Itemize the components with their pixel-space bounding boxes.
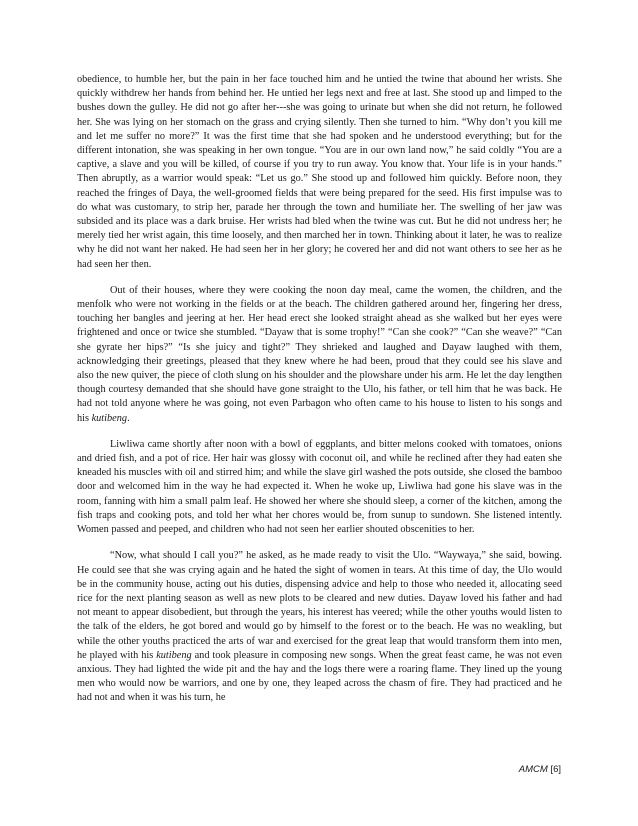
paragraph-3-text: Liwliwa came shortly after noon with a bowl of eggplants, and bitter melons cooked with tomatoes, onions and dried fish, and a pot of rice. Her hair was glossy with coconut oil, and while he reclined after they had eaten she kneaded his muscles with oil and stirred him; and while the slave girl washed the pots outside, she closed the bamboo door and welcomed him in the way he had expected it. When he woke up, Liwliwa had gone his slave was in the room, fanning with him a small palm leaf. He showed her where she should sleep, a corner of the kitchen, among the fish traps and cooking pots, and told her what her chores would be, from sunup to sundown. She listened intently. Women passed and peeped, and children who had not seen her earlier shouted obscenities to her.	[77, 438, 562, 536]
paragraph-1-text: obedience, to humble her, but the pain in her face touched him and he untied the twine that abound her wrists. She quickly withdrew her hands from behind her. He untied her legs next and free at last. She stood up and limped to the bushes down the gulley. He did not go after her---she was going to urinate but when she did not return, he followed her. She was lying on her stomach on the grass and crying silently. Then she turned to him. “Why don’t you kill me and let me suffer no more?” It was the first time that she had spoken and he understood everything; but for the different intonation, she was speaking in her own tongue. “You are in our own land now,” he said coldly “You are a captive, a slave and you will be killed, of course if you try to run away. You know that. Your life is in your hands.” Then abruptly, as a warrior would speak: “Let us go.” She stood up and followed him quickly. Before noon, they reached the fringes of Daya, the well-groomed fields that were being prepared for the seed. His first impulse was to do what was customary, to strip her, parade her through the town and humiliate her. The swelling of her jaw was subsided and its place was a dark bruise. Her wrists had bled when the twine was cut. But he did not undress her; he merely tied her wrist again, this time loosely, and then marched her in town. Thinking about it later, he was to realize why he did not want her naked. He had seen her in her glory; he covered her and did not want others to see her as he had seen her then.	[77, 74, 562, 270]
paragraph-2	[77, 284, 562, 426]
paragraph-4-text: “Now, what should I call you?” he asked, as he made ready to visit the Ulo. “Waywaya,” she said, bowing. He could see that she was crying again and he hated the sight of women in tears. At this time of day, the Ulo would be in the community house, acting out his duties, dispensing advice and help to those who needed it, allocating seed rice for the next planting season as well as new plots to be cleared and new duties. Dayaw loved his father and had not meant to appear disobedient, but through the years, his interest has veered; while the other youths would listen to the talk of the elders, he got bored and would go by himself to the forest or to the beach. He was no weakling, but while the other youths practiced the arts of war and exercised for the great leap that would transform them into men, he played with his	[77, 550, 562, 661]
paragraph-2-end: .	[127, 412, 130, 424]
paragraph-3	[77, 438, 562, 537]
kutibeng-term: kutibeng	[156, 649, 192, 661]
paragraph-2-text: Out of their houses, where they were cooking the noon day meal, came the women, the children, and the menfolk who were not working in the fields or at the beach. The children gathered around her, fingering her dress, touching her bangles and jeering at her. Her head erect she looked straight ahead as she walked but her eyes were frightened and once or twice she stumbled. “Dayaw that is some trophy!” “Can she cook?” “Can she weave?” “Can she gyrate her hips?” “Is she juicy and tight?” They shrieked and laughed and Dayaw laughed with them, acknowledging their greetings, pleased that they knew where he had been, proud that they could see his slave and also the new quiver, the piece of cloth slung on his shoulder and the plowshare under his arm. He let the day lengthen though courtesy demanded that she should have gone straight to the Ulo, his father, or tell him that he was back. He had not told anyone where he was going, not even Parbagon who often came to his house to listen to his songs and his	[77, 284, 562, 424]
page-footer	[519, 764, 561, 775]
paragraph-4-end: and took pleasure in composing new songs. When the great feast came, he was not even anxious. They had lighted the wide pit and the hay and the logs there were a roaring flame. They lined up the young men who would now be warriors, and one by one, they leaped across the chasm of fire. They had practiced and he had not and when it was his turn, he	[77, 649, 562, 704]
paragraph-1	[77, 73, 562, 272]
body-text	[77, 73, 562, 706]
footer-label: AMCM	[518, 764, 548, 775]
paragraph-4	[77, 549, 562, 705]
page-number: [6]	[550, 764, 561, 775]
kutibeng-term: kutibeng	[91, 412, 128, 424]
